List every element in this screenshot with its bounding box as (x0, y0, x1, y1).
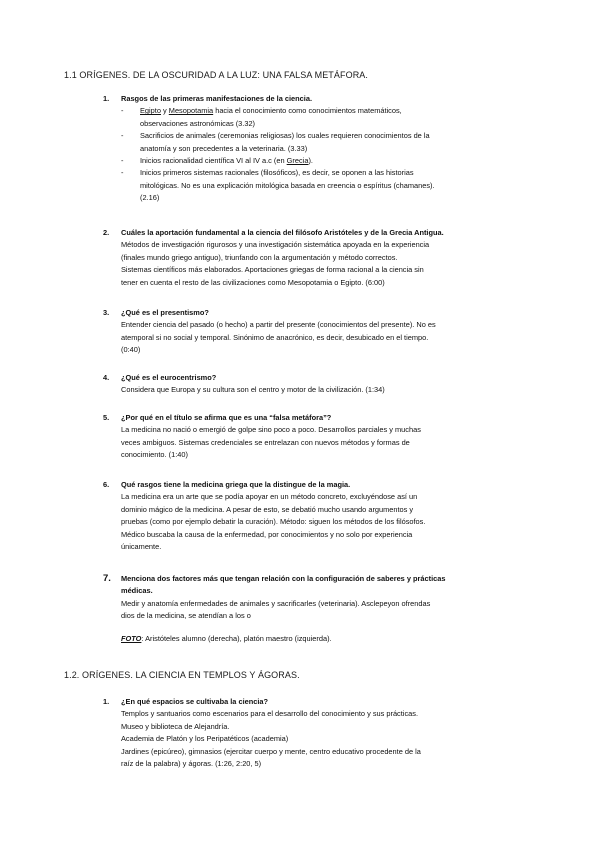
answer-line: Entender ciencia del pasado (o hecho) a partir del presente (conocimientos del presente). No es (121, 320, 436, 330)
answer-line: Jardines (epicúreo), gimnasios (ejercitar cuerpo y mente, centro educativo procedente de la (121, 746, 421, 756)
answer-line: La medicina no nació o emergió de golpe sino poco a poco. Desarrollos parciales y muchas (121, 425, 421, 435)
underlined-term: Grecia (286, 156, 309, 166)
answer-line: Métodos de investigación rigurosos y una investigación sistemática apoyada en la experiencia (121, 240, 430, 250)
question-1 (103, 93, 523, 205)
answer-line: dominio mágico de la medicina. A pesar de esto, se debatió mucho usando argumentos y (121, 504, 414, 514)
answer-line: atemporal si no social y temporal. Sinónimo de anacrónico, es decir, desubicado en el tiempo. (121, 332, 429, 342)
bullet-list (121, 105, 523, 204)
answer-line: conocimiento. (1:40) (121, 450, 188, 460)
text-fragment: y (160, 106, 169, 116)
bullet-item (121, 167, 523, 204)
photo-caption-text: : Aristóteles alumno (derecha), platón maestro (izquierda). (141, 633, 332, 643)
answer-line: La medicina era un arte que se podía apoyar en un método concreto, excluyéndose así un (121, 492, 418, 502)
question-number: 1. (103, 697, 110, 706)
text-line: - Sacrificios de animales (ceremonias religiosas) los cuales requieren conocimientos de la (140, 131, 430, 141)
text-line: (2.16) (140, 193, 160, 203)
photo-caption (121, 633, 523, 645)
bullet-item (121, 105, 523, 130)
question-number: 6. (103, 480, 110, 489)
question-title: ¿En qué espacios se cultivaba la ciencia? (121, 697, 269, 706)
question-title: ¿Qué es el presentismo? (121, 308, 209, 317)
question-6 (103, 479, 523, 553)
answer-line: pruebas (como por ejemplo debatir la curación). Método: siguen los métodos de los filósofos. (121, 517, 426, 527)
question-title: ¿Qué es el eurocentrismo? (121, 373, 217, 382)
text-fragment: Inicios racionalidad científica VI al IV a.c (en (140, 156, 287, 166)
question-number: 4. (103, 373, 110, 382)
text-line: mitológicas. No es una explicación mitológica basada en creencia o espíritus (chamanes). (140, 180, 435, 190)
answer-line: Médico buscaba la causa de la enfermedad, por conocimientos y no solo por experiencia (121, 529, 413, 539)
answer-line: Academia de Platón y los Peripatéticos (academia) (121, 734, 289, 744)
answer-line: únicamente. (121, 542, 162, 552)
bullet-item (121, 155, 523, 167)
question-title-continued: médicas. (121, 586, 153, 596)
answer-line: (0:40) (121, 345, 141, 355)
question-5 (103, 412, 523, 462)
question-number: 3. (103, 308, 110, 317)
text-fragment: hacia el conocimiento como conocimientos matemáticos, (213, 106, 402, 116)
question-title: Qué rasgos tiene la medicina griega que la distingue de la magia. (121, 480, 351, 489)
answer-line: Considera que Europa y su cultura son el centro y motor de la civilización. (1:34) (121, 385, 385, 395)
answer-line: Medir y anatomía enfermedades de animales y sacrificarles (veterinaria). Asclepeyon ofrendas (121, 598, 431, 608)
answer-line: Museo y biblioteca de Alejandría. (121, 721, 230, 731)
question-number: 1. (103, 94, 110, 103)
underlined-term: Egipto (140, 106, 161, 116)
answer-line: dios de la medicina, se atendían a los o (121, 611, 251, 621)
photo-label: FOTO (121, 633, 142, 643)
question-1-2-1 (103, 696, 523, 770)
question-number: 2. (103, 228, 110, 237)
question-3 (103, 307, 523, 357)
question-title: ¿Por qué en el título se afirma que es una “falsa metáfora”? (121, 413, 332, 422)
question-number: 5. (103, 413, 110, 422)
text-line: anatomía y son precedentes a la veterinaria. (3.33) (140, 143, 308, 153)
text-line: observaciones astronómicas (3.32) (140, 118, 256, 128)
section-title-1-2: 1.2. ORÍGENES. LA CIENCIA EN TEMPLOS Y ÁGORAS. (64, 670, 300, 680)
answer-line: raíz de la palabra) y ágoras. (1:26, 2:20, 5) (121, 759, 262, 769)
question-title: Rasgos de las primeras manifestaciones de la ciencia. (121, 94, 313, 103)
answer-line: tener en cuenta el resto de las civilizaciones como Mesopotamia o Egipto. (6:00) (121, 277, 385, 287)
bullet-item (121, 130, 523, 155)
question-title: Cuáles la aportación fundamental a la ciencia del filósofo Aristóteles y de la Grecia Antigua. (121, 228, 444, 237)
underlined-term: Mesopotamia (168, 106, 214, 116)
text-line: - Inicios primeros sistemas racionales (filosóficos), es decir, se oponen a las historias (140, 168, 414, 178)
question-2 (103, 227, 523, 289)
answer-line: veces ambiguos. Sistemas credenciales se entrelazan con nuevos métodos y formas de (121, 437, 410, 447)
answer-line: Sistemas científicos más elaborados. Aportaciones griegas de forma racional a la ciencia sin (121, 265, 424, 275)
question-4 (103, 372, 523, 397)
answer-line: Templos y santuarios como escenarios para el desarrollo del conocimiento y sus prácticas. (121, 709, 418, 719)
question-title: Menciona dos factores más que tengan relación con la configuración de saberes y prácticas (121, 574, 446, 583)
question-number: 7. (103, 573, 111, 584)
text-fragment: ). (308, 156, 313, 166)
section-title-1-1: 1.1 ORÍGENES. DE LA OSCURIDAD A LA LUZ: UNA FALSA METÁFORA. (64, 70, 368, 80)
question-7 (103, 573, 523, 645)
answer-line: (finales mundo griego antiguo), triunfando con la argumentación y método correctos. (121, 252, 398, 262)
